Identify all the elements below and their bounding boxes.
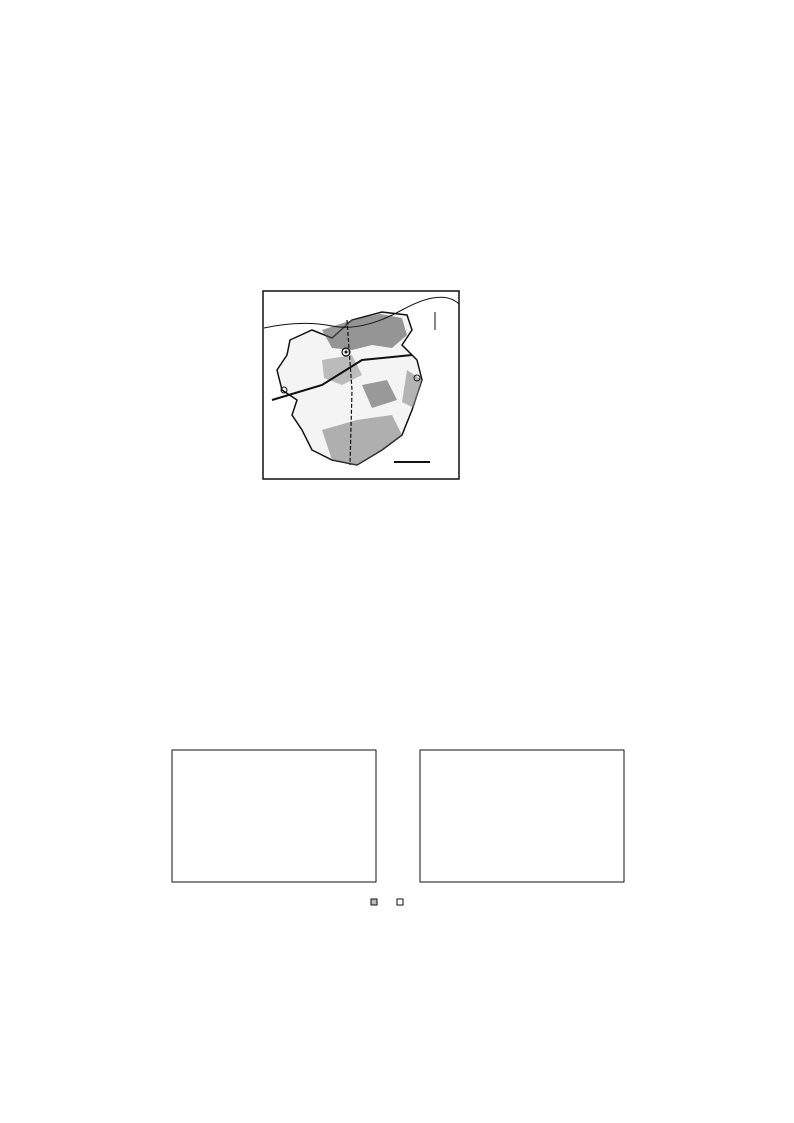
pyramid-1961-frame: [172, 750, 376, 882]
g-city-dot: [345, 351, 348, 354]
figure-1-map: [262, 290, 552, 495]
legend-female-swatch: [397, 899, 403, 905]
legend-male-swatch: [371, 899, 377, 905]
figure-2-pyramids: [168, 744, 630, 936]
pyramid-2002-frame: [420, 750, 624, 882]
